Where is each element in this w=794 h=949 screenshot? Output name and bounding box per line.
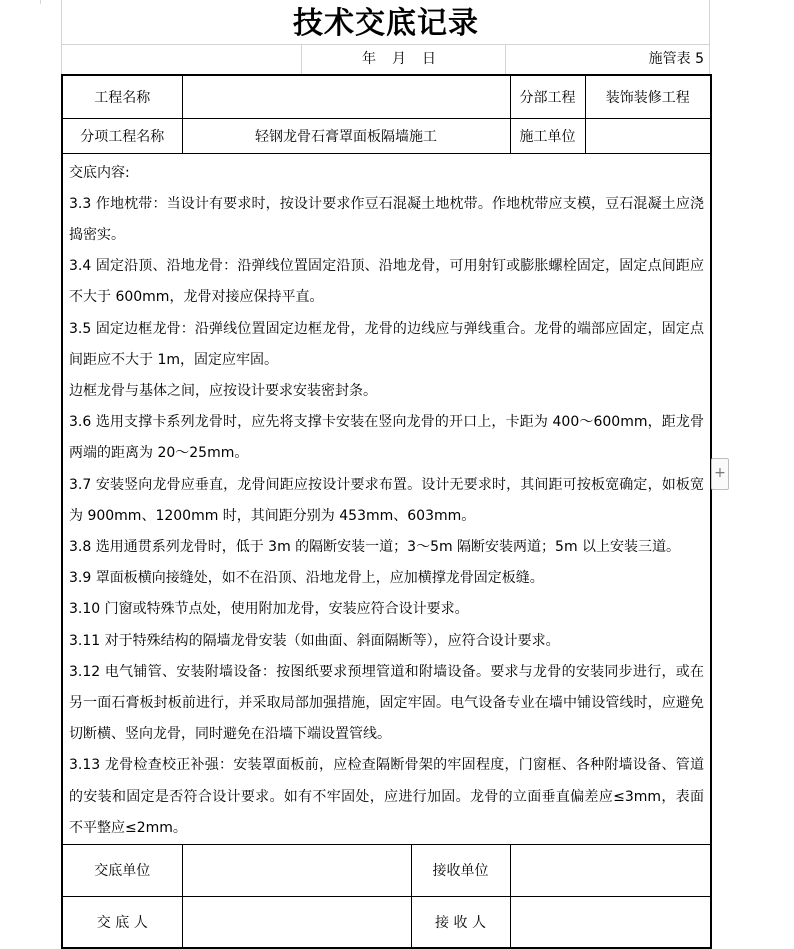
content-paragraph: 3.10 门窗或特殊节点处，使用附加龙骨，安装应符合设计要求。: [69, 601, 469, 618]
content-paragraph: 3.3 作地枕带：当设计有要求时，按设计要求作豆石混凝土地枕带。作地枕带应支模，豆石混凝土应浇捣密实。: [69, 195, 705, 243]
header-row-item: [62, 118, 711, 153]
handover-unit-value[interactable]: [182, 844, 411, 896]
item-project-label: 分项工程名称: [62, 118, 182, 153]
header-row-project: [62, 75, 711, 118]
construction-unit-label: 施工单位: [510, 118, 585, 153]
receiver-label: 接 收 人: [411, 896, 510, 948]
receiver-value[interactable]: [510, 896, 711, 948]
receiving-unit-value[interactable]: [510, 844, 711, 896]
handover-person-value[interactable]: [182, 896, 411, 948]
handover-unit-label: 交底单位: [62, 844, 182, 896]
content-paragraph: 3.5 固定边框龙骨：沿弹线位置固定边框龙骨，龙骨的边线应与弹线重合。龙骨的端部应固定，固定点间距应不大于 1m，固定应牢固。: [69, 320, 705, 368]
content-paragraph: 3.8 选用通贯系列龙骨时，低于 3m 的隔断安装一道；3～5m 隔断安装两道；5m 以上安装三道。: [69, 538, 681, 555]
receiving-unit-label: 接收单位: [411, 844, 510, 896]
footer-row-unit: [62, 844, 711, 896]
sub-project-value[interactable]: 装饰装修工程: [585, 75, 711, 118]
project-name-label: 工程名称: [62, 75, 182, 118]
content-heading: 交底内容:: [69, 164, 130, 181]
handover-person-label: 交 底 人: [62, 896, 182, 948]
construction-unit-value[interactable]: [585, 118, 711, 153]
content-paragraph: 3.7 安装竖向龙骨应垂直，龙骨间距应按设计要求布置。设计无要求时，其间距可按板宽确定，如板宽为 900mm、1200mm 时，其间距分别为 453mm、603mm。: [69, 476, 705, 524]
item-project-value[interactable]: 轻钢龙骨石膏罩面板隔墙施工: [182, 118, 510, 153]
sub-project-label: 分部工程: [510, 75, 585, 118]
content-paragraph: 边框龙骨与基体之间，应按设计要求安装密封条。: [69, 382, 377, 399]
content-paragraph: 3.9 罩面板横向接缝处，如不在沿顶、沿地龙骨上，应加横撑龙骨固定板缝。: [69, 570, 544, 587]
document-title: 技术交底记录: [293, 6, 479, 41]
plus-icon[interactable]: +: [711, 458, 729, 490]
record-table: [61, 74, 712, 949]
date-label: 年 月 日: [362, 51, 437, 67]
sheet-gridline: [40, 0, 41, 4]
form-number: 施管表 5: [648, 51, 704, 67]
content-paragraph: 3.12 电气铺管、安装附墙设备：按图纸要求预埋管道和附墙设备。要求与龙骨的安装同步进行，或在另一面石膏板封板前进行，并采取局部加强措施，固定牢固。电气设备专业在墙中铺设管线时，应避免切断横、竖向龙骨，同时避免在沿墙下端设置管线。: [69, 663, 705, 743]
content-row: [62, 153, 711, 844]
content-paragraph: 3.6 选用支撑卡系列龙骨时，应先将支撑卡安装在竖向龙骨的开口上，卡距为 400～600mm，距龙骨两端的距离为 20～25mm。: [69, 414, 705, 462]
content-paragraph: 3.13 龙骨检查校正补强：安装罩面板前，应检查隔断骨架的牢固程度，门窗框、各种附墙设备、管道的安装和固定是否符合设计要求。如有不牢固处，应进行加固。龙骨的立面垂直偏差应≤3mm，表面不平整应≤2mm。: [69, 757, 705, 836]
content-paragraph: 3.11 对于特殊结构的隔墙龙骨安装（如曲面、斜面隔断等），应符合设计要求。: [69, 632, 560, 649]
footer-row-person: [62, 896, 711, 948]
content-paragraph: 3.4 固定沿顶、沿地龙骨：沿弹线位置固定沿顶、沿地龙骨，可用射钉或膨胀螺栓固定，固定点间距应不大于 600mm，龙骨对接应保持平直。: [69, 258, 705, 306]
project-name-value[interactable]: [182, 75, 510, 118]
date-row: [62, 45, 710, 73]
content-cell[interactable]: [62, 153, 711, 844]
